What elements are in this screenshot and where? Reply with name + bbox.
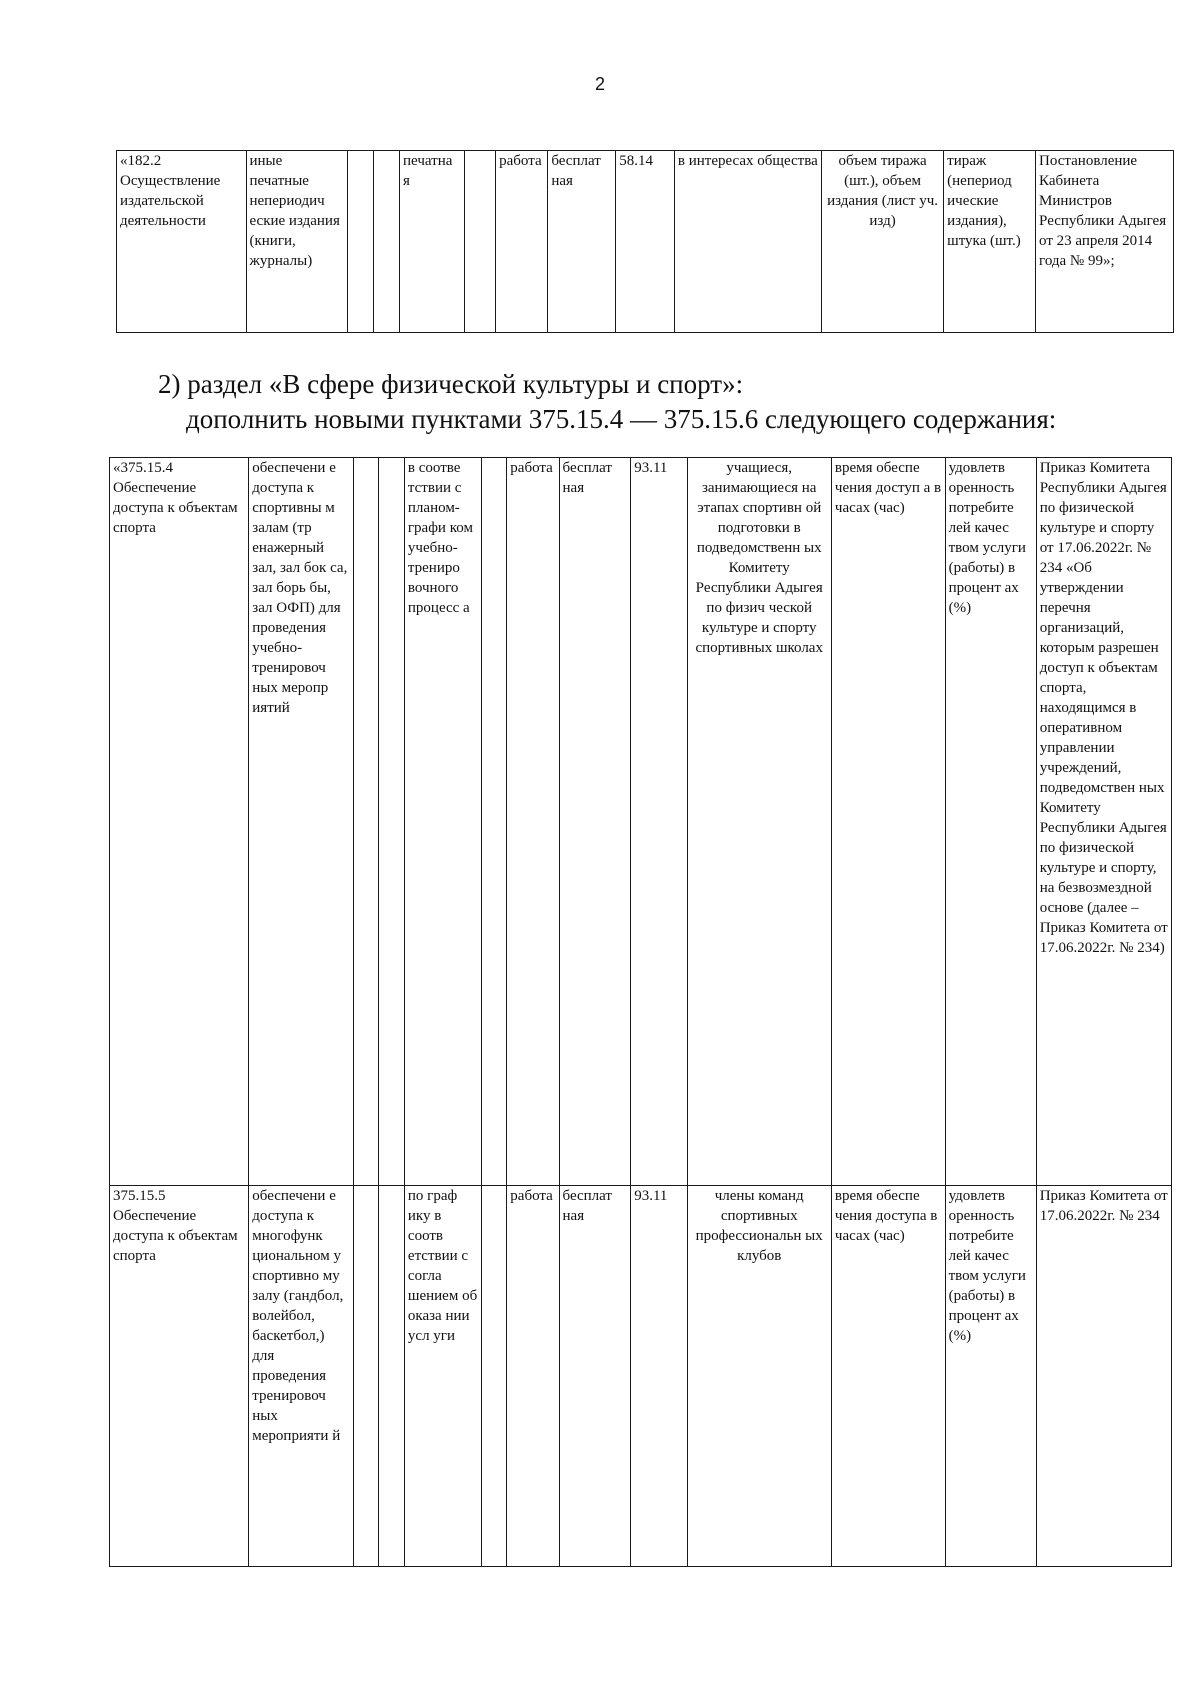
empty-cell bbox=[347, 151, 373, 333]
service-form: печатна я bbox=[400, 151, 465, 333]
okved-code: 93.11 bbox=[631, 458, 687, 1186]
service-form: по граф ику в соотв етствии с согла шением об оказа нии усл уги bbox=[404, 1186, 481, 1567]
okved-code: 93.11 bbox=[631, 1186, 687, 1567]
table-row bbox=[110, 1186, 1172, 1567]
empty-cell bbox=[353, 458, 379, 1186]
payment-type: бесплат ная bbox=[548, 151, 616, 333]
empty-cell bbox=[373, 151, 399, 333]
service-type: работа bbox=[507, 458, 559, 1186]
service-content: иные печатные непериодич еские издания (книги, журналы) bbox=[246, 151, 347, 333]
empty-cell bbox=[379, 1186, 405, 1567]
volume-indicator: время обеспе чения доступ а в часах (час) bbox=[831, 458, 945, 1186]
services-table-publishing bbox=[116, 150, 1174, 333]
okved-code: 58.14 bbox=[616, 151, 674, 333]
page-number: 2 bbox=[594, 74, 605, 94]
section-subheading: дополнить новыми пунктами 375.15.4 — 375.15.6 следующего содержания: bbox=[186, 404, 1057, 434]
consumers: члены команд спортивных профессиональн ых клубов bbox=[687, 1186, 831, 1567]
empty-cell bbox=[353, 1186, 379, 1567]
empty-cell bbox=[481, 458, 507, 1186]
quality-indicator: удовлетв оренность потребите лей качес твом услуги (работы) в процент ах (%) bbox=[945, 458, 1036, 1186]
service-form: в соотве тствии с планом- графи ком учебно- трениро вочного процесс а bbox=[404, 458, 481, 1186]
quality-indicator: удовлетв оренность потребите лей качес твом услуги (работы) в процент ах (%) bbox=[945, 1186, 1036, 1567]
table-row bbox=[117, 151, 1174, 333]
volume-indicator: объем тиража (шт.), объем издания (лист уч. изд) bbox=[821, 151, 943, 333]
table-row bbox=[110, 458, 1172, 1186]
service-content: обеспечени е доступа к многофунк циональном у спортивно му залу (гандбол, волейбол, баскетбол,) для проведения тренировоч ных мероприяти й bbox=[249, 1186, 353, 1567]
empty-cell bbox=[379, 458, 405, 1186]
item-number-name: 375.15.5 Обеспечение доступа к объектам спорта bbox=[110, 1186, 249, 1567]
service-content: обеспечени е доступа к спортивны м залам (тр енажерный зал, зал бок са, зал борь бы, зал ОФП) для проведения учебно- тренировоч ных меропр иятий bbox=[249, 458, 353, 1186]
legal-basis: Приказ Комитета от 17.06.2022г. № 234 bbox=[1036, 1186, 1171, 1567]
consumers: учащиеся, занимающиеся на этапах спортивн ой подготовки в подведомственн ых Комитету Республики Адыгея по физич ческой культуре и спорту спортивных школах bbox=[687, 458, 831, 1186]
item-number-name: «375.15.4 Обеспечение доступа к объектам спорта bbox=[110, 458, 249, 1186]
legal-basis: Приказ Комитета Республики Адыгея по физической культуре и спорту от 17.06.2022г. № 234 «Об утверждении перечня организаций, которым разрешен доступ к объектам спорта, находящимся в оперативном управлении учреждений, подведомствен ных Комитету Республики Адыгея по физической культуре и спорту, на безвозмездной основе (далее – Приказ Комитета от 17.06.2022г. № 234) bbox=[1036, 458, 1171, 1186]
payment-type: бесплат ная bbox=[559, 1186, 631, 1567]
consumers: в интересах общества bbox=[674, 151, 821, 333]
item-number-name: «182.2 Осуществление издательской деятельности bbox=[117, 151, 247, 333]
section-heading: 2) раздел «В сфере физической культуры и спорт»: bbox=[158, 369, 744, 399]
services-table-sport bbox=[109, 457, 1172, 1567]
legal-basis: Постановление Кабинета Министров Республики Адыгея от 23 апреля 2014 года № 99»; bbox=[1036, 151, 1174, 333]
service-type: работа bbox=[496, 151, 548, 333]
empty-cell bbox=[464, 151, 495, 333]
volume-indicator: время обеспе чения доступа в часах (час) bbox=[831, 1186, 945, 1567]
quality-indicator: тираж (непериод ические издания), штука (шт.) bbox=[944, 151, 1036, 333]
service-type: работа bbox=[507, 1186, 559, 1567]
payment-type: бесплат ная bbox=[559, 458, 631, 1186]
empty-cell bbox=[481, 1186, 507, 1567]
